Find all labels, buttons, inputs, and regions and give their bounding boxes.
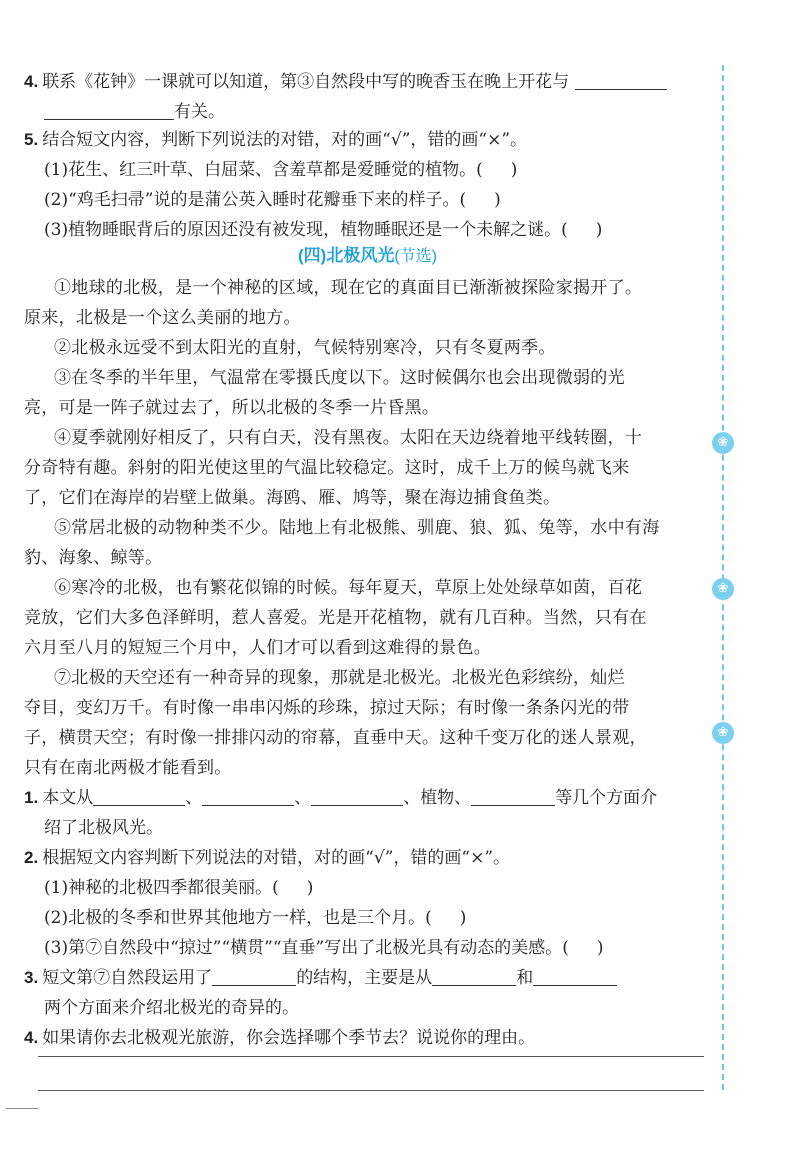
section-title: (四)北极风光(节选) bbox=[298, 246, 437, 265]
question-2-item-3: (3)第⑦自然段中“掠过”“横贯”“直垂”写出了北极光具有动态的美感。( ) bbox=[44, 938, 604, 958]
passage-line: 分奇特有趣。斜射的阳光使这里的气温比较稳定。这时，成千上万的候鸟就飞来 bbox=[24, 458, 630, 478]
answer-blank[interactable] bbox=[311, 787, 403, 806]
question-5-item-2: (2)“鸡毛扫帚”说的是蒲公英入睡时花瓣垂下来的样子。( ) bbox=[44, 190, 501, 210]
passage-line: ③在冬季的半年里，气温常在零摄氏度以下。这时候偶尔也会出现微弱的光 bbox=[54, 368, 625, 388]
question-5-item-3: (3)植物睡眠背后的原因还没有被发现，植物睡眠还是一个未解之谜。( ) bbox=[44, 220, 603, 240]
passage-line: ④夏季就刚好相反了，只有白天，没有黑夜。太阳在天边绕着地平线转圈，十 bbox=[54, 428, 643, 448]
passage-line: 子，横贯天空；有时像一排排闪动的帘幕，直垂中天。这种千变万化的迷人景观， bbox=[24, 728, 647, 748]
question-1-cont: 绍了北极风光。 bbox=[44, 818, 163, 838]
answer-blank[interactable] bbox=[432, 967, 516, 986]
answer-blank[interactable] bbox=[212, 967, 296, 986]
answer-blank[interactable] bbox=[575, 71, 667, 90]
answer-blank[interactable] bbox=[202, 787, 294, 806]
question-4: 4. 如果请你去北极观光旅游，你会选择哪个季节去？说说你的理由。 bbox=[24, 1028, 536, 1048]
flower-icon: ❀ bbox=[712, 578, 734, 600]
answer-blank[interactable] bbox=[44, 101, 174, 120]
answer-line[interactable] bbox=[38, 1056, 704, 1057]
passage-line: 原来，北极是一个这么美丽的地方。 bbox=[24, 308, 301, 328]
passage-line: ②北极永远受不到太阳光的直射，气候特别寒冷，只有冬夏两季。 bbox=[54, 338, 556, 358]
passage-line: 亮，可是一阵子就过去了，所以北极的冬季一片昏黑。 bbox=[24, 398, 440, 418]
flower-icon: ❀ bbox=[712, 722, 734, 744]
answer-blank[interactable] bbox=[471, 787, 555, 806]
passage-line: 豹、海象、鲸等。 bbox=[24, 548, 163, 568]
passage-line: 夺目，变幻万千。有时像一串串闪烁的珍珠，掠过天际；有时像一条条闪光的带 bbox=[24, 698, 630, 718]
passage-line: ⑤常居北极的动物种类不少。陆地上有北极熊、驯鹿、狼、狐、兔等，水中有海 bbox=[54, 518, 660, 538]
question-4-top: 4. 联系《花钟》一课就可以知道，第③自然段中写的晚香玉在晚上开花与 bbox=[24, 70, 708, 94]
flower-icon: ❀ bbox=[712, 432, 734, 454]
question-5-top: 5. 结合短文内容，判断下列说法的对错，对的画“√”，错的画“×”。 bbox=[24, 130, 528, 150]
question-2-item-2: (2)北极的冬季和世界其他地方一样，也是三个月。( ) bbox=[44, 908, 467, 928]
answer-blank[interactable] bbox=[533, 967, 617, 986]
question-4-top-cont: 有关。 bbox=[44, 100, 708, 124]
question-3-cont: 两个方面来介绍北极光的奇异的。 bbox=[44, 998, 299, 1018]
question-2: 2. 根据短文内容判断下列说法的对错，对的画“√”，错的画“×”。 bbox=[24, 848, 511, 868]
corner-mark bbox=[6, 1108, 38, 1109]
question-1: 1. 本文从 、 、 、植物、 等几个方面介 bbox=[24, 788, 658, 808]
question-5-item-1: (1)花生、红三叶草、白屈菜、含羞草都是爱睡觉的植物。( ) bbox=[44, 160, 518, 180]
answer-line[interactable] bbox=[38, 1090, 704, 1091]
passage-line: ⑥寒冷的北极，也有繁花似锦的时候。每年夏天，草原上处处绿草如茵，百花 bbox=[54, 578, 643, 598]
passage-line: 竞放，它们大多色泽鲜明，惹人喜爱。光是开花植物，就有几百种。当然，只有在 bbox=[24, 608, 647, 628]
answer-blank[interactable] bbox=[93, 787, 185, 806]
passage-line: ①地球的北极，是一个神秘的区域，现在它的真面目已渐渐被探险家揭开了。 bbox=[54, 278, 643, 298]
passage-line: 六月至八月的短短三个月中，人们才可以看到这难得的景色。 bbox=[24, 638, 492, 658]
passage-line: 只有在南北两极才能看到。 bbox=[24, 758, 232, 778]
passage-line: ⑦北极的天空还有一种奇异的现象，那就是北极光。北极光色彩缤纷，灿烂 bbox=[54, 668, 625, 688]
question-3: 3. 短文第⑦自然段运用了 的结构，主要是从 和 bbox=[24, 966, 708, 990]
passage-line: 了，它们在海岸的岩壁上做巢。海鸥、雁、鸠等，聚在海边捕食鱼类。 bbox=[24, 488, 561, 508]
question-2-item-1: (1)神秘的北极四季都很美丽。( ) bbox=[44, 878, 314, 898]
